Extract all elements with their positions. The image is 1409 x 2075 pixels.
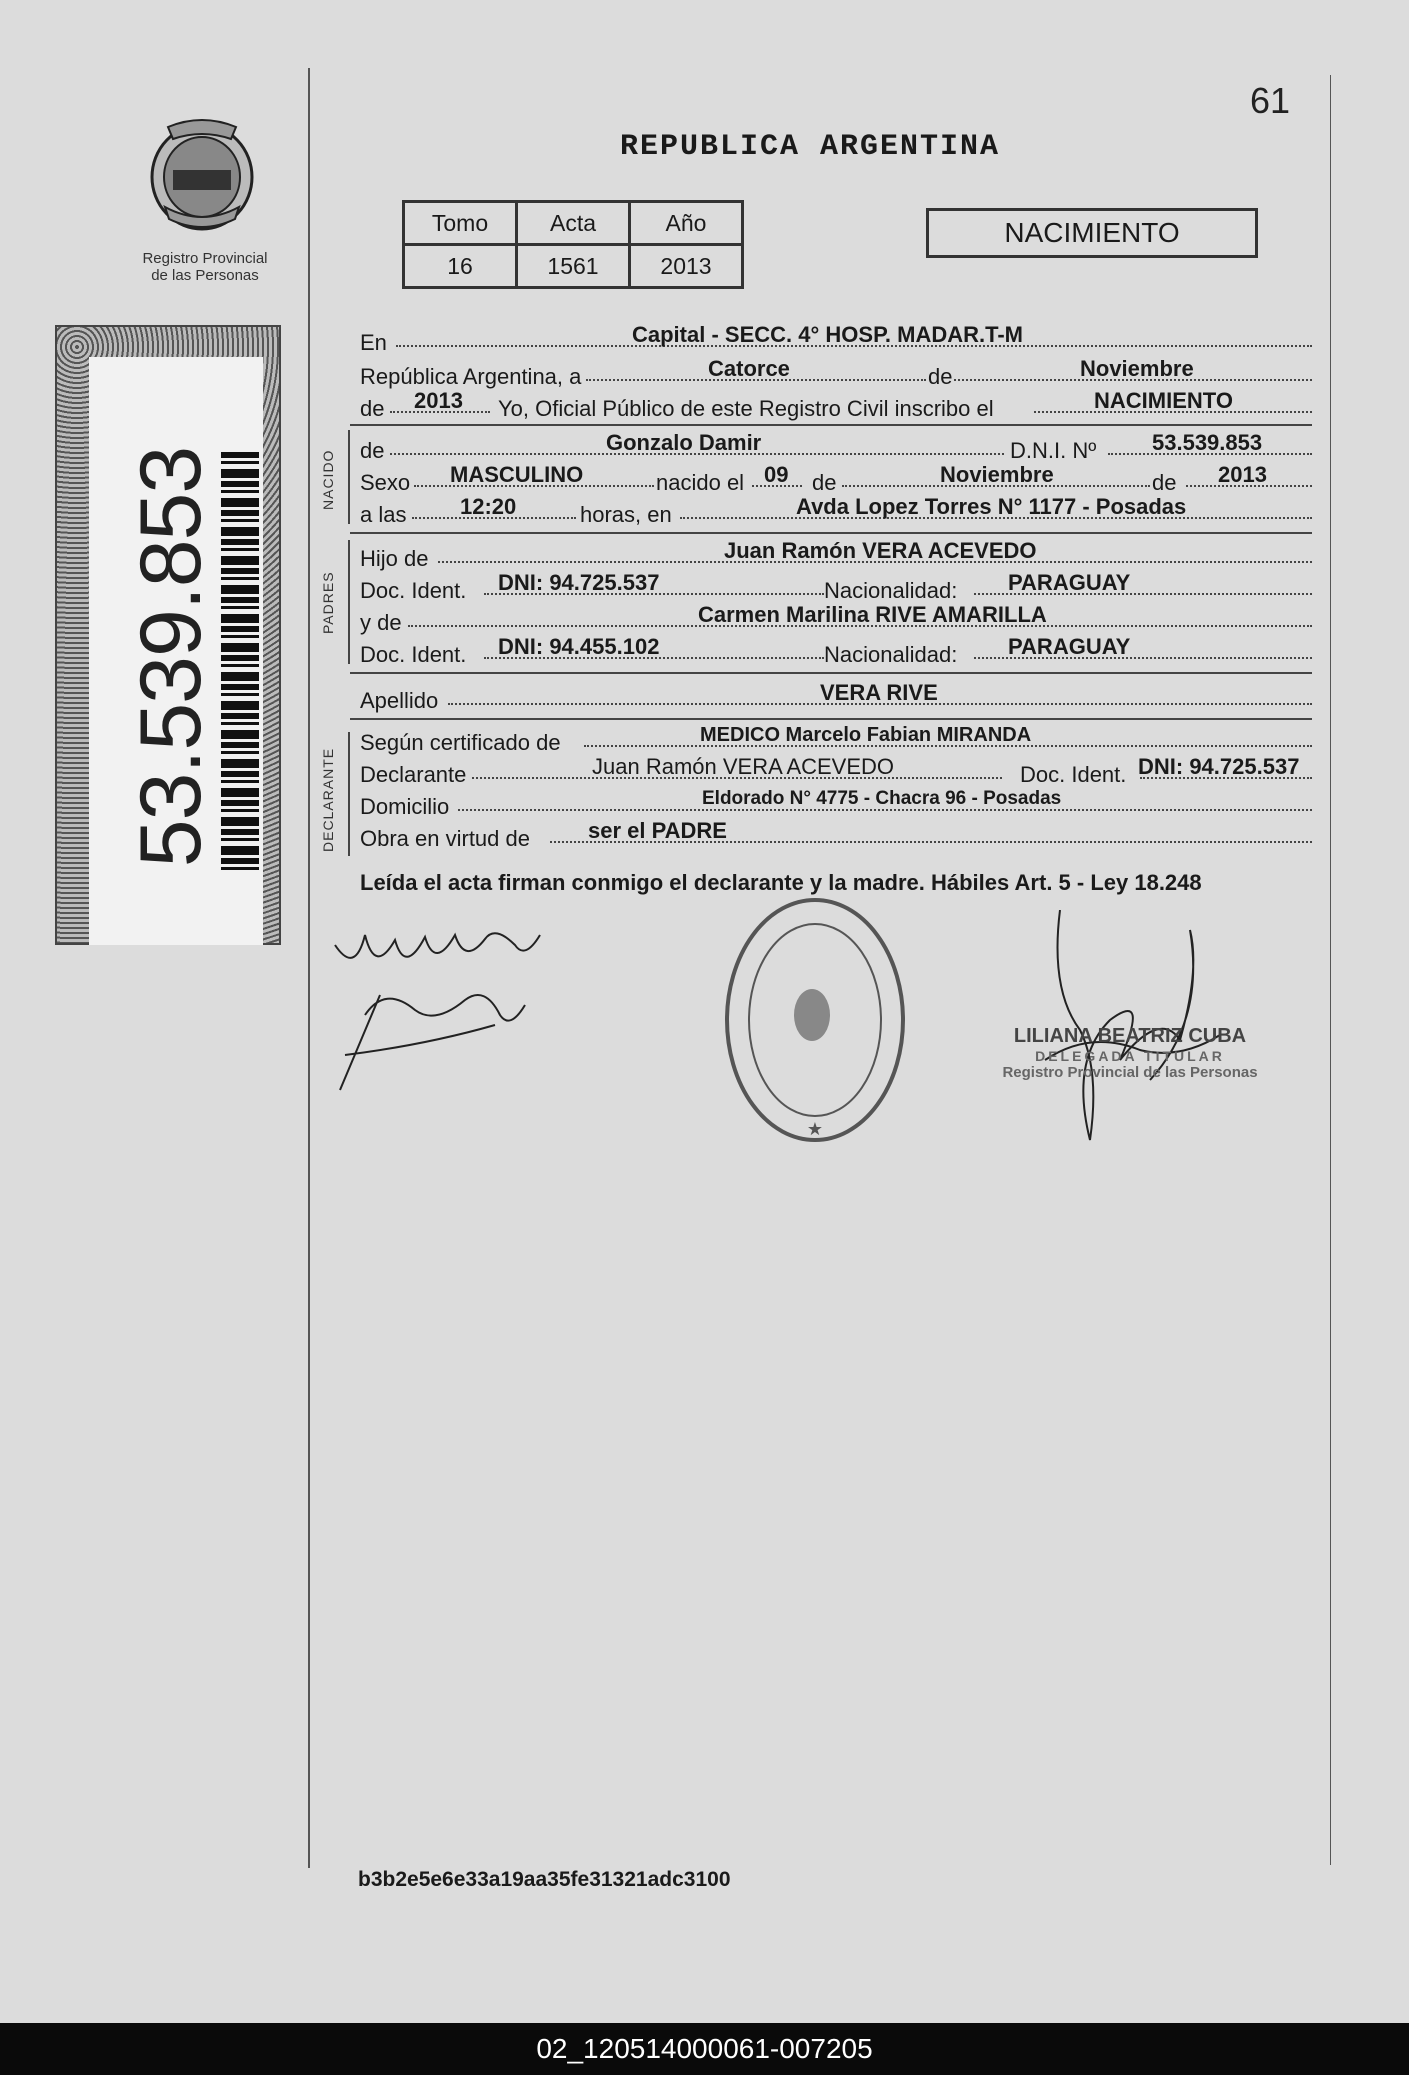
nacido-de2-label: de: [812, 470, 837, 495]
registry-caption: Registro Provincial de las Personas: [142, 250, 268, 284]
en-value: Capital - SECC. 4° HOSP. MADAR.T-M: [632, 322, 1023, 347]
month-value: Noviembre: [1080, 356, 1194, 381]
anio-value: 2013: [630, 245, 743, 288]
nacido-dni: 53.539.853: [1152, 430, 1263, 455]
yde-label: y de: [360, 610, 402, 635]
padre-doc-label: Doc. Ident.: [360, 578, 467, 603]
page-number: 61: [1250, 80, 1291, 121]
lugar-value: Avda Lopez Torres N° 1177 - Posadas: [796, 494, 1187, 519]
tomo-header: Tomo: [404, 202, 517, 245]
padre-name: Juan Ramón VERA ACEVEDO: [724, 538, 1037, 563]
page-title: REPUBLICA ARGENTINA: [619, 130, 1001, 164]
document-hash: b3b2e5e6e33a19aa35fe31321adc3100: [358, 1868, 731, 1891]
tomo-value: 16: [404, 245, 517, 288]
decl-doc-label: Doc. Ident.: [1020, 762, 1127, 787]
hora-value: 12:20: [460, 494, 517, 519]
padre-nac-label: Nacionalidad:: [824, 578, 958, 603]
obra-row: [360, 818, 1312, 854]
tomo-acta-table: [402, 200, 744, 289]
nacido-mes: Noviembre: [940, 462, 1054, 487]
nacido-anio: 2013: [1218, 462, 1267, 487]
official-org: Registro Provincial de las Personas: [1002, 1064, 1258, 1081]
decl-label: Declarante: [360, 762, 467, 787]
registro-text: Yo, Oficial Público de este Registro Civil inscribo el: [498, 396, 994, 421]
hora-row: [360, 494, 1312, 530]
padre-doc: DNI: 94.725.537: [498, 570, 660, 595]
apellido-row: [360, 680, 1312, 716]
barcode-label: [55, 325, 281, 945]
nacido-de3-label: de: [1152, 470, 1177, 495]
madre-doc-row: [360, 634, 1312, 670]
madre-name: Carmen Marilina RIVE AMARILLA: [698, 602, 1047, 627]
horas-en-label: horas, en: [580, 502, 672, 527]
acta-value: 1561: [517, 245, 630, 288]
nacido-section-label: NACIDO: [320, 449, 336, 510]
right-margin-line: [1330, 75, 1331, 1865]
day-value: Catorce: [708, 356, 790, 381]
padre-nac: PARAGUAY: [1008, 570, 1131, 595]
cert-label: Según certificado de: [360, 730, 561, 755]
decl-value: Juan Ramón VERA ACEVEDO: [592, 754, 895, 779]
nacido-de-label: de: [360, 438, 385, 463]
dni-label: D.N.I. Nº: [1010, 438, 1097, 463]
madre-doc: DNI: 94.455.102: [498, 634, 660, 659]
dom-value: Eldorado N° 4775 - Chacra 96 - Posadas: [702, 788, 1062, 809]
madre-nac: PARAGUAY: [1008, 634, 1131, 659]
de-label: de: [928, 364, 953, 389]
nacido-el-label: nacido el: [656, 470, 745, 495]
alas-label: a las: [360, 502, 407, 527]
year-value: 2013: [414, 388, 463, 413]
file-identifier: 02_120514000061-007205: [0, 2023, 1409, 2075]
barcode-bars: [221, 452, 259, 872]
republica-label: República Argentina, a: [360, 364, 582, 389]
domicilio-row: [360, 788, 1312, 822]
sexo-value: MASCULINO: [450, 462, 584, 487]
de-year-label: de: [360, 396, 385, 421]
record-type-box: NACIMIENTO: [926, 208, 1258, 258]
official-block: [985, 1025, 1275, 1081]
apellido-label: Apellido: [360, 688, 439, 713]
nacido-dia: 09: [764, 462, 789, 487]
official-name: LILIANA BEATRIZ CUBA: [1013, 1025, 1247, 1047]
official-role: DELEGADA TITULAR: [1035, 1048, 1225, 1064]
declarante-section-label: DECLARANTE: [320, 747, 336, 852]
decl-doc: DNI: 94.725.537: [1138, 754, 1300, 779]
hijo-label: Hijo de: [360, 546, 429, 571]
left-margin-line: [308, 68, 310, 1868]
acta-header: Acta: [517, 202, 630, 245]
cert-value: MEDICO Marcelo Fabian MIRANDA: [700, 724, 1032, 746]
apellido-value: VERA RIVE: [820, 680, 938, 705]
obra-value: ser el PADRE: [588, 818, 727, 843]
declarant-signature: [325, 915, 565, 1095]
acto-value: NACIMIENTO: [1094, 388, 1233, 413]
dom-label: Domicilio: [360, 794, 450, 819]
nacido-name: Gonzalo Damir: [606, 430, 762, 455]
closing-statement: Leída el acta firman conmigo el declarante y la madre. Hábiles Art. 5 - Ley 18.248: [360, 870, 1202, 895]
svg-text:★: ★: [806, 1119, 824, 1140]
padres-section-label: PADRES: [320, 571, 336, 634]
province-seal-icon: [143, 115, 261, 233]
en-label: En: [360, 330, 387, 355]
sexo-label: Sexo: [360, 470, 411, 495]
obra-label: Obra en virtud de: [360, 826, 530, 851]
registry-stamp: [720, 890, 910, 1150]
madre-doc-label: Doc. Ident.: [360, 642, 467, 667]
registro-row: [360, 388, 1312, 424]
barcode-number: 53.539.853: [123, 446, 219, 868]
anio-header: Año: [630, 202, 743, 245]
madre-nac-label: Nacionalidad:: [824, 642, 958, 667]
